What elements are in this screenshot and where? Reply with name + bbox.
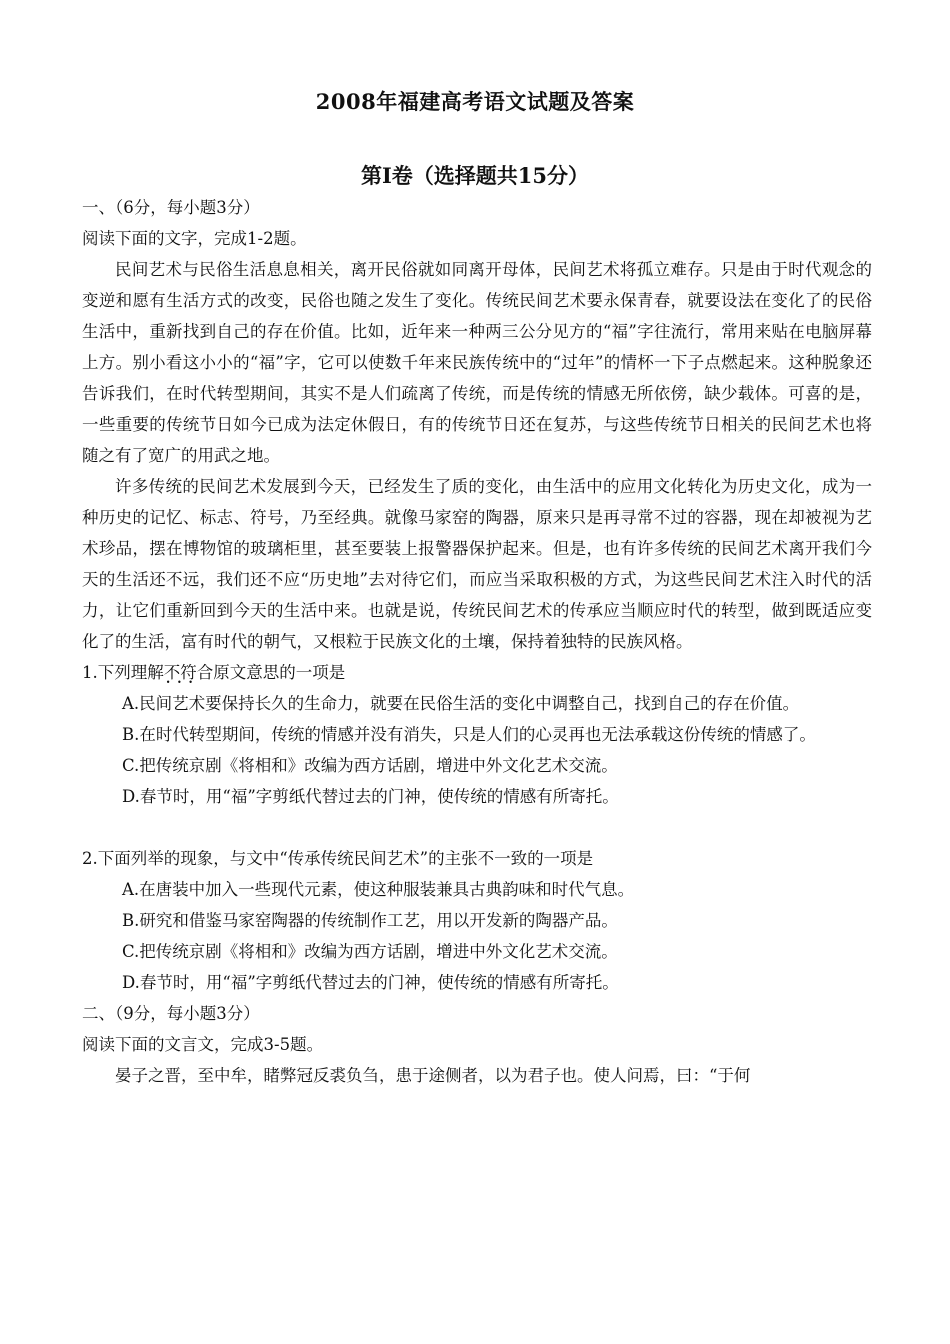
question-2-stem: 2.下面列举的现象，与文中“传承传统民间艺术”的主张不一致的一项是 [82,849,594,868]
document-title: 2008年福建高考语文试题及答案 [315,89,635,114]
question-1-option-d: D.春节时，用“福”字剪纸代替过去的门神，使传统的情感有所寄托。 [122,787,619,806]
section2-heading: 二、（9分，每小题3分） [82,1004,260,1023]
question-2-option-d: D.春节时，用“福”字剪纸代替过去的门神，使传统的情感有所寄托。 [122,973,619,992]
question-2-option-b: B.研究和借鉴马家窑陶器的传统制作工艺，用以开发新的陶器产品。 [122,911,618,930]
section1-paragraph-1: 民间艺术与民俗生活息息相关，离开民俗就如同离开母体，民间艺术将孤立难存。只是由于时代观念的变逆和愿有生活方式的改变，民俗也随之发生了变化。传统民间艺术要永保青春，就要设法在变化了的民俗生活中，重新找到自己的存在价值。比如，近年来一种两三公分见方的“福”字往流行，常用来贴在电脑屏幕上方。别小看这小小的“福”字，它可以使数千年来民族传统中的“过年”的情杯一下子点燃起来。这种脱象还告诉我们，在时代转型期间，其实不是人们疏离了传统，而是传统的情感无所依傍，缺少载体。可喜的是，一些重要的传统节日如今已成为法定休假日，有的传统节日还在复苏，与这些传统节日相关的民间艺术也将随之有了宽广的用武之地。 [82,260,872,465]
section1-instruction: 阅读下面的文字，完成1-2题。 [82,229,307,248]
question-2-option-c: C.把传统京剧《将相和》改编为西方话剧，增进中外文化艺术交流。 [122,942,618,961]
question-1-option-c: C.把传统京剧《将相和》改编为西方话剧，增进中外文化艺术交流。 [122,756,618,775]
section1-heading: 一、（6分，每小题3分） [82,198,260,217]
volume-subtitle: 第Ⅰ卷（选择题共15分） [360,163,590,188]
question-2-option-a: A.在唐装中加入一些现代元素，使这种服装兼具古典韵味和时代气息。 [122,880,635,899]
section2-paragraph-1: 晏子之晋，至中牟，睹弊冠反裘负刍，患于途侧者，以为君子也。使人问焉，曰：“于何 [115,1066,751,1085]
question-1-option-a: A.民间艺术要保持长久的生命力，就要在民俗生活的变化中调整自己，找到自己的存在价值。 [122,694,800,713]
question-1-emphasis: 不符合 • • • [164,663,214,682]
spacer [82,812,872,843]
question-1-stem-suffix: 原文意思的一项是 [213,663,346,682]
question-1-stem [82,657,872,688]
document-body [82,192,872,1091]
section2-instruction: 阅读下面的文言文，完成3-5题。 [82,1035,324,1054]
question-1-option-b: B.在时代转型期间，传统的情感并没有消失，只是人们的心灵再也无法承载这份传统的情感了。 [122,725,816,744]
section1-paragraph-2: 许多传统的民间艺术发展到今天，已经发生了质的变化，由生活中的应用文化转化为历史文化，成为一种历史的记忆、标志、符号，乃至经典。就像马家窑的陶器，原来只是再寻常不过的容器，现在却被视为艺术珍品，摆在博物馆的玻璃柜里，甚至要装上报警器保护起来。但是，也有许多传统的民间艺术离开我们今天的生活还不远，我们还不应“历史地”去对待它们，而应当采取积极的方式，为这些民间艺术注入时代的活力，让它们重新回到今天的生活中来。也就是说，传统民间艺术的传承应当顺应时代的转型，做到既适应变化了的生活，富有时代的朝气，又根粒于民族文化的土壤，保持着独特的民族风格。 [82,477,872,651]
question-1-stem-prefix: 1.下列理解 [82,663,164,682]
